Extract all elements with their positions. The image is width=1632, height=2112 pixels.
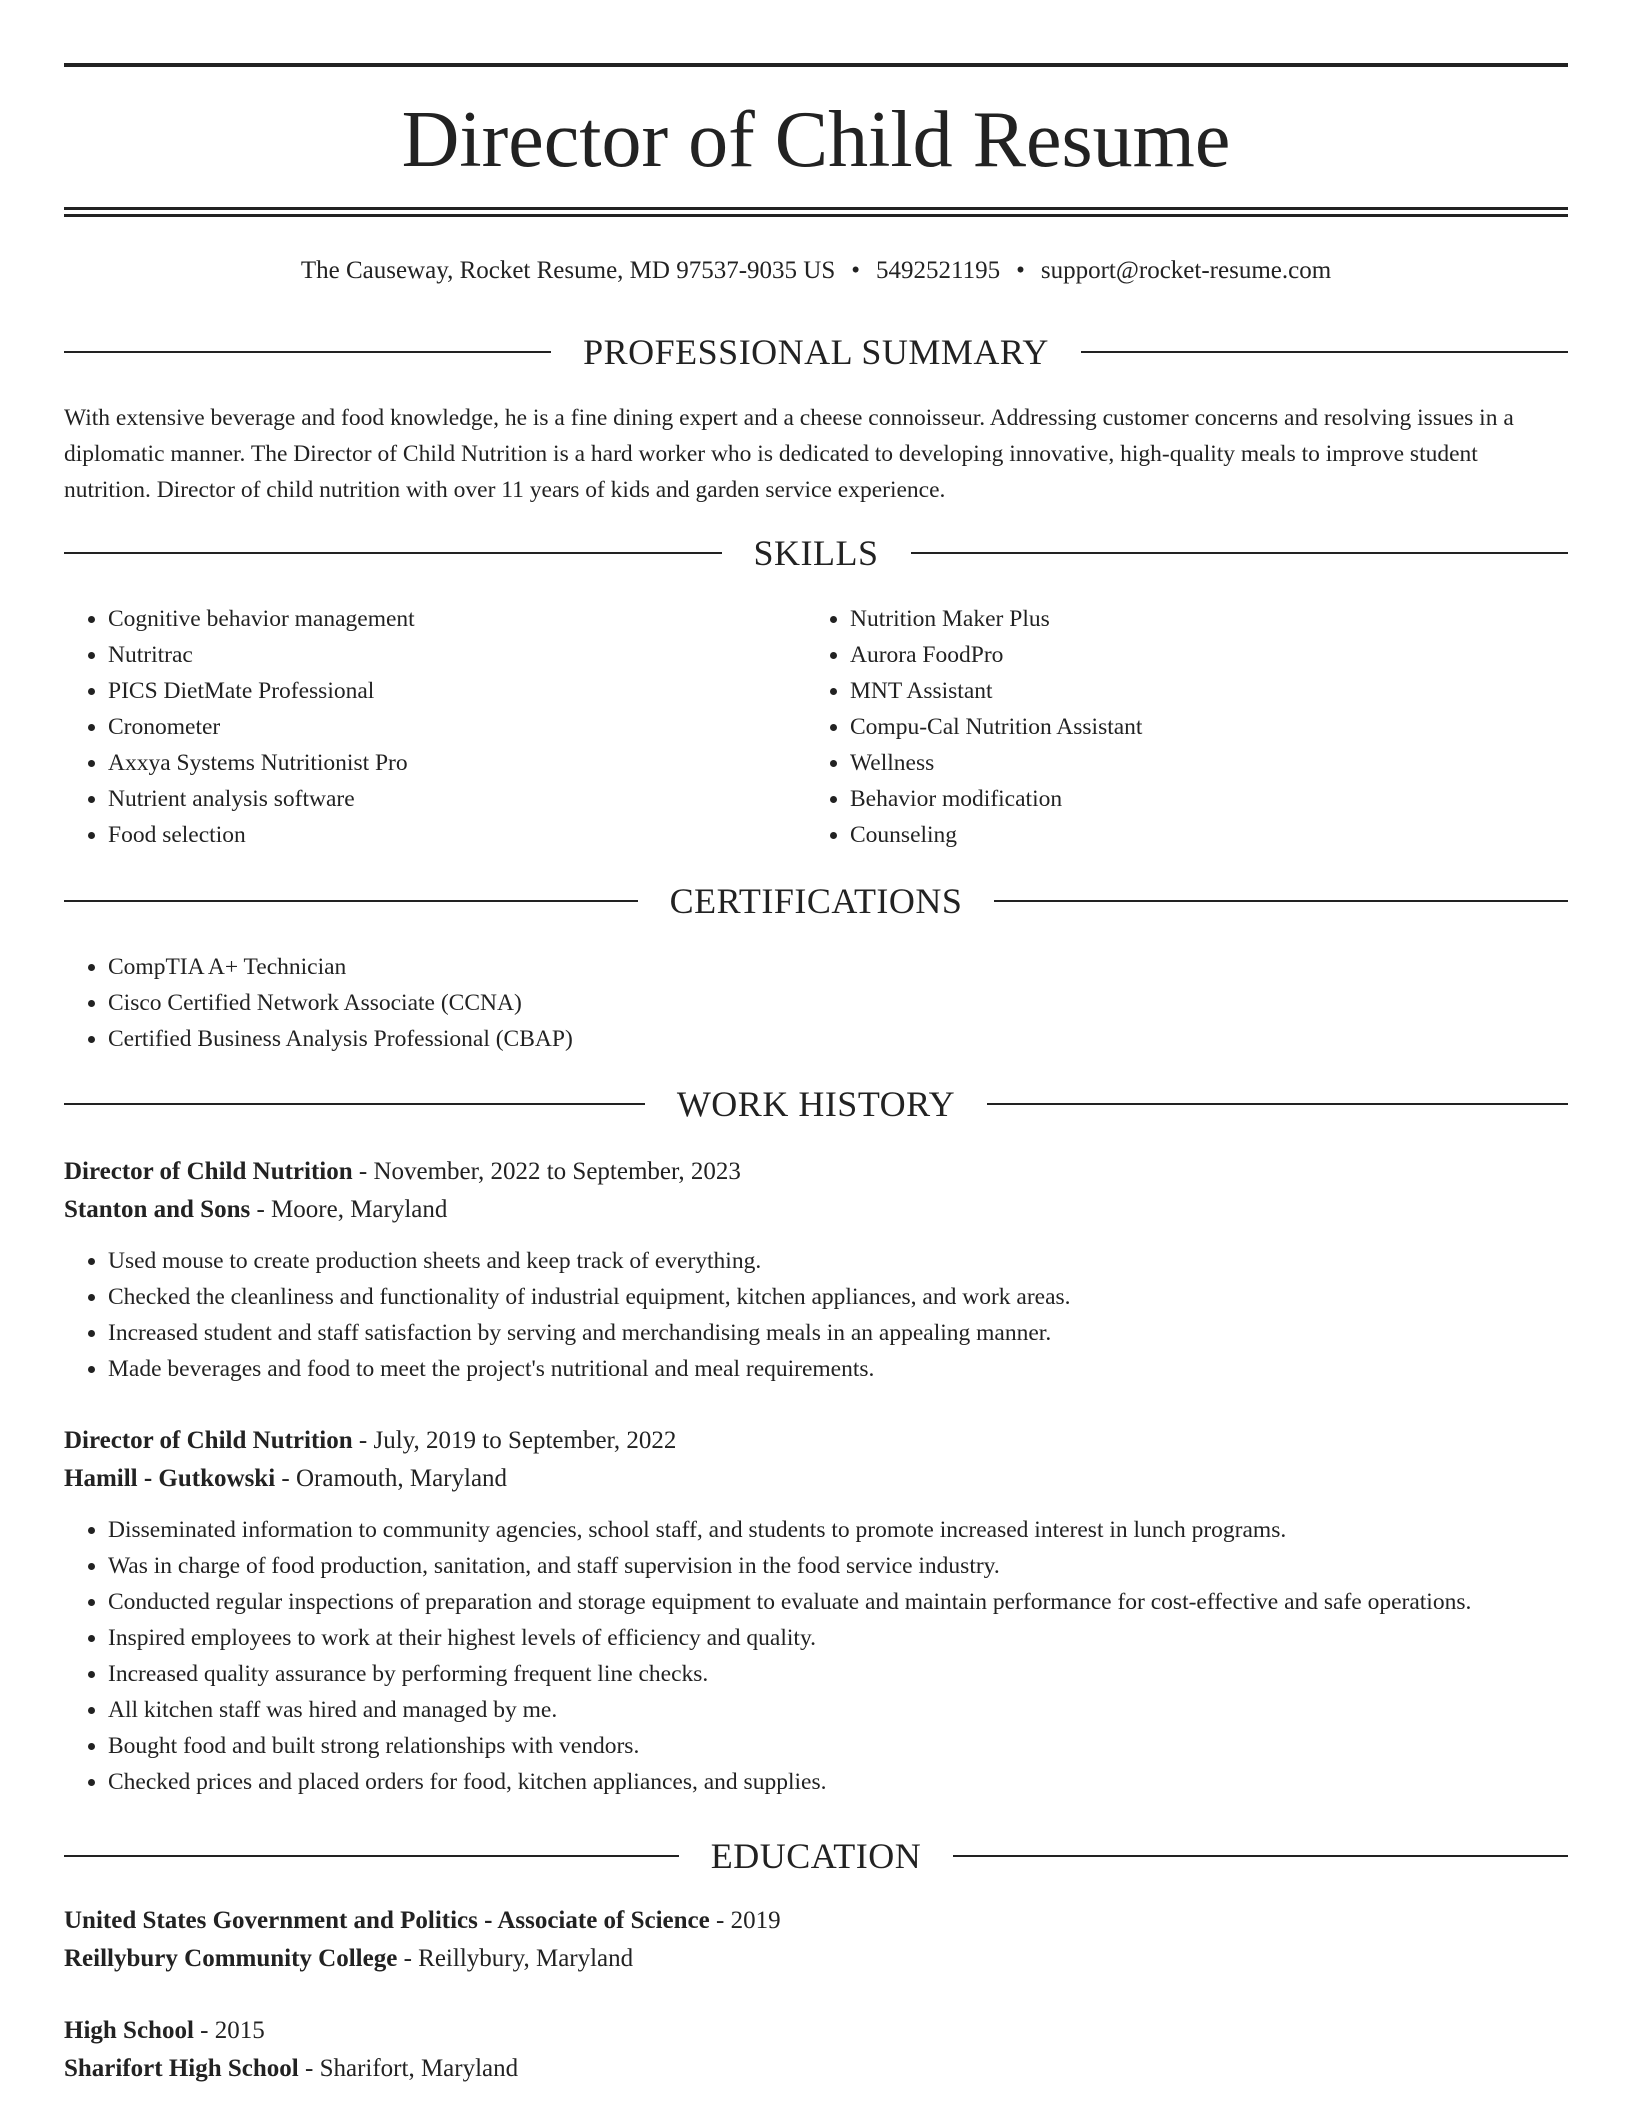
education-school-line bbox=[64, 1940, 1568, 1978]
list-item: • Was in charge of food production, sanitation, and staff supervision in the food service industry. bbox=[108, 1548, 1568, 1584]
list-item: • Checked the cleanliness and functionality of industrial equipment, kitchen appliances, and work areas. bbox=[108, 1279, 1568, 1315]
list-item: • Increased quality assurance by performing frequent line checks. bbox=[108, 1656, 1568, 1692]
section-title: EDUCATION bbox=[710, 1836, 922, 1876]
education-entry bbox=[64, 1902, 1568, 1978]
education-location: - Sharifort, Maryland bbox=[298, 2055, 519, 2082]
education-school-line bbox=[64, 2050, 1568, 2088]
contact-phone: 5492521195 bbox=[876, 257, 1001, 284]
job-company: Stanton and Sons bbox=[64, 1196, 251, 1223]
list-item: • All kitchen staff was hired and managed by me. bbox=[108, 1692, 1568, 1728]
skills-list bbox=[64, 601, 1568, 853]
job-entry bbox=[64, 1153, 1568, 1387]
list-item: • Nutrition Maker Plus bbox=[850, 601, 1548, 637]
divider-line bbox=[64, 351, 551, 353]
list-item: • Cronometer bbox=[108, 709, 806, 745]
contact-address: The Causeway, Rocket Resume, MD 97537-9035 US bbox=[300, 257, 836, 284]
education-degree-line bbox=[64, 1902, 1568, 1940]
divider-line bbox=[953, 1855, 1568, 1857]
list-item: • Conducted regular inspections of preparation and storage equipment to evaluate and maintain performance for cost-effective and safe operations. bbox=[108, 1584, 1568, 1620]
job-title: Director of Child Nutrition bbox=[64, 1427, 353, 1454]
job-location: - Oramouth, Maryland bbox=[275, 1465, 508, 1492]
divider-line bbox=[911, 552, 1569, 554]
list-item: • Nutrient analysis software bbox=[108, 781, 806, 817]
divider-line bbox=[64, 552, 722, 554]
list-item: • Axxya Systems Nutritionist Pro bbox=[108, 745, 806, 781]
job-company: Hamill - Gutkowski bbox=[64, 1465, 276, 1492]
education-school: Reillybury Community College bbox=[64, 1945, 398, 1972]
list-item: • Wellness bbox=[850, 745, 1548, 781]
job-dates: - July, 2019 to September, 2022 bbox=[352, 1427, 677, 1454]
section-heading-education bbox=[64, 1834, 1568, 1878]
contact-separator: • bbox=[1016, 257, 1025, 284]
education-location: - Reillybury, Maryland bbox=[397, 1945, 634, 1972]
summary-text: With extensive beverage and food knowledge, he is a fine dining expert and a cheese connoisseur. Addressing customer concerns and resolving issues in a diplomatic manner. The Director of Child Nutrition is a hard worker who is dedicated to developing innovative, high-quality meals to improve student nutrition. Director of child nutrition with over 11 years of kids and garden service experience. bbox=[64, 405, 1514, 503]
divider-line bbox=[1081, 351, 1568, 353]
job-duties bbox=[64, 1243, 1568, 1387]
list-item: • Aurora FoodPro bbox=[850, 637, 1548, 673]
job-company-line bbox=[64, 1460, 1568, 1498]
list-item: • Compu-Cal Nutrition Assistant bbox=[850, 709, 1548, 745]
title-double-rule bbox=[64, 207, 1568, 217]
section-heading-certifications bbox=[64, 879, 1568, 923]
education-year: - 2015 bbox=[193, 2017, 265, 2044]
certifications-list bbox=[64, 949, 1568, 1057]
list-item: • CompTIA A+ Technician bbox=[108, 949, 1568, 985]
job-entry bbox=[64, 1422, 1568, 1800]
list-item: • Food selection bbox=[108, 817, 806, 853]
education-school: Sharifort High School bbox=[64, 2055, 299, 2082]
list-item: • Behavior modification bbox=[850, 781, 1548, 817]
education-degree: High School bbox=[64, 2017, 194, 2044]
education-year: - 2019 bbox=[709, 1907, 781, 1934]
education-degree-line bbox=[64, 2012, 1568, 2050]
skills-column-right bbox=[806, 601, 1548, 853]
section-title: PROFESSIONAL SUMMARY bbox=[583, 332, 1049, 372]
divider-line bbox=[994, 900, 1568, 902]
contact-separator: • bbox=[851, 257, 861, 284]
section-heading-work-history bbox=[64, 1082, 1568, 1126]
job-company-line bbox=[64, 1191, 1568, 1229]
section-title: WORK HISTORY bbox=[676, 1084, 956, 1124]
job-duties bbox=[64, 1512, 1568, 1800]
job-title: Director of Child Nutrition bbox=[64, 1158, 353, 1185]
section-title: CERTIFICATIONS bbox=[669, 881, 963, 921]
job-title-line bbox=[64, 1422, 1568, 1460]
contact-line bbox=[64, 254, 1568, 288]
top-rule bbox=[64, 63, 1568, 67]
list-item: • Disseminated information to community agencies, school staff, and students to promote increased interest in lunch programs. bbox=[108, 1512, 1568, 1548]
contact-email[interactable]: support@rocket-resume.com bbox=[1040, 257, 1332, 284]
resume-title: Director of Child Resume bbox=[401, 96, 1231, 184]
job-dates: - November, 2022 to September, 2023 bbox=[352, 1158, 741, 1185]
divider-line bbox=[987, 1103, 1568, 1105]
list-item: • MNT Assistant bbox=[850, 673, 1548, 709]
divider-line bbox=[64, 1103, 645, 1105]
job-location: - Moore, Maryland bbox=[250, 1196, 448, 1223]
list-item: • Checked prices and placed orders for food, kitchen appliances, and supplies. bbox=[108, 1764, 1568, 1800]
list-item: • Used mouse to create production sheets and keep track of everything. bbox=[108, 1243, 1568, 1279]
skills-column-left bbox=[64, 601, 806, 853]
education-entry bbox=[64, 2012, 1568, 2088]
job-title-line bbox=[64, 1153, 1568, 1191]
divider-line bbox=[64, 900, 638, 902]
section-title: SKILLS bbox=[753, 533, 879, 573]
list-item: • Inspired employees to work at their highest levels of efficiency and quality. bbox=[108, 1620, 1568, 1656]
list-item: • Cognitive behavior management bbox=[108, 601, 806, 637]
section-heading-summary bbox=[64, 330, 1568, 374]
list-item: • PICS DietMate Professional bbox=[108, 673, 806, 709]
list-item: • Nutritrac bbox=[108, 637, 806, 673]
list-item: • Counseling bbox=[850, 817, 1548, 853]
list-item: • Increased student and staff satisfaction by serving and merchandising meals in an appealing manner. bbox=[108, 1315, 1568, 1351]
list-item: • Certified Business Analysis Professional (CBAP) bbox=[108, 1021, 1568, 1057]
list-item: • Bought food and built strong relationships with vendors. bbox=[108, 1728, 1568, 1764]
divider-line bbox=[64, 1855, 679, 1857]
education-degree: United States Government and Politics - Associate of Science bbox=[64, 1907, 710, 1934]
list-item: • Made beverages and food to meet the project's nutritional and meal requirements. bbox=[108, 1351, 1568, 1387]
list-item: • Cisco Certified Network Associate (CCNA) bbox=[108, 985, 1568, 1021]
section-heading-skills bbox=[64, 531, 1568, 575]
